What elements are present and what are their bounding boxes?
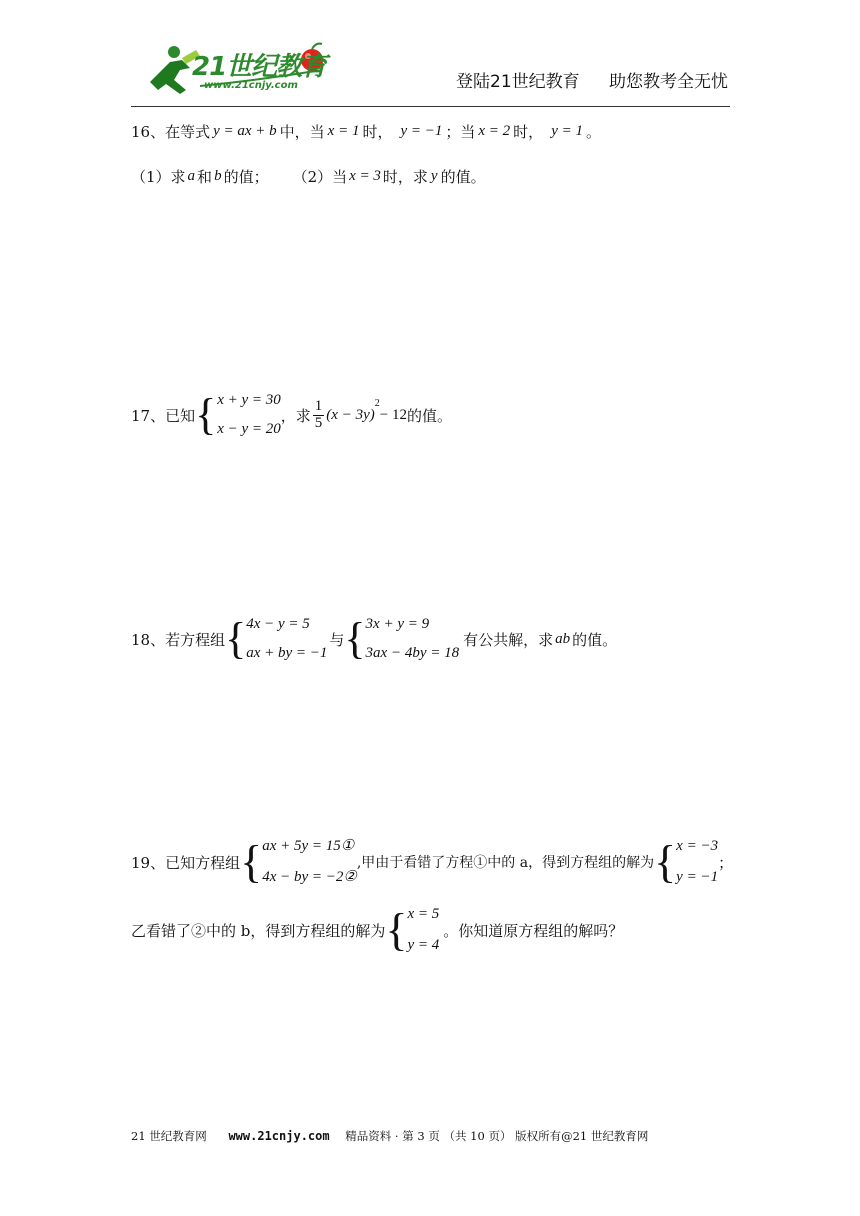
q17-tail: − 12 bbox=[379, 406, 407, 423]
q18-end-2: 的值。 bbox=[572, 630, 618, 649]
footer-url[interactable]: www.21cnjy.com bbox=[228, 1129, 330, 1143]
q16-end: 。 bbox=[585, 123, 601, 141]
question-16-parts bbox=[131, 166, 486, 187]
q19-solution-2-x: x = 5 bbox=[407, 906, 440, 922]
q17-prefix: 17、已知 bbox=[131, 406, 196, 425]
q18-ab: ab bbox=[555, 630, 571, 647]
q18-end-1: 有公共解，求 bbox=[463, 630, 554, 649]
q17-exponent: 2 bbox=[374, 398, 380, 409]
q19-solution-2-brace: { bbox=[385, 904, 408, 955]
q18-prefix: 18、若方程组 bbox=[131, 630, 226, 649]
q19-mid: ,甲由于看错了方程①中的 a，得到方程组的解为 bbox=[356, 855, 655, 871]
q16-part1-c: 和 bbox=[197, 168, 213, 186]
q18-mid: 与 bbox=[329, 630, 345, 649]
q16-part2-e: 的值。 bbox=[440, 168, 486, 186]
logo bbox=[140, 40, 330, 102]
q18-system-1-eq-2: ax + by = −1 bbox=[246, 645, 328, 661]
q18-system-1-eq-1: 4x − y = 5 bbox=[246, 616, 310, 632]
q18-system-2-eq-1: 3x + y = 9 bbox=[365, 616, 430, 632]
q16-cond-2: y = −1 bbox=[400, 123, 443, 139]
q16-part1-e: 的值； bbox=[223, 168, 269, 186]
q19-brace: { bbox=[240, 836, 263, 887]
q19-solution-1 bbox=[654, 836, 719, 887]
footer bbox=[131, 1128, 648, 1144]
q16-part1-a: （1）求 bbox=[131, 168, 186, 186]
q18-brace-1: { bbox=[225, 614, 247, 663]
q16-prefix: 16、在等式 bbox=[131, 123, 211, 141]
q17-eq-2: x − y = 20 bbox=[217, 421, 281, 437]
q19-line2-a: 乙看错了②中的 b，得到方程组的解为 bbox=[131, 921, 386, 940]
q18-system-2 bbox=[344, 614, 460, 663]
q19-solution-1-brace: { bbox=[654, 836, 677, 887]
q19-eq-1: ax + 5y = 15① bbox=[262, 838, 355, 854]
q19-system bbox=[240, 836, 357, 887]
q16-equation: y = ax + b bbox=[213, 123, 277, 139]
logo-url: www.21cnjy.com bbox=[204, 80, 298, 91]
q19-semicolon: ； bbox=[718, 853, 734, 872]
header-divider bbox=[131, 106, 730, 107]
q19-solution-1-y: y = −1 bbox=[676, 869, 719, 885]
q19-eq-2: 4x − by = −2② bbox=[262, 869, 357, 885]
header-slogan-2: 助您教考全无忧 bbox=[609, 72, 728, 92]
q17-expression: (x − 3y) bbox=[326, 406, 375, 423]
q16-part2-cond: x = 3 bbox=[349, 168, 381, 184]
q19-solution-2-y: y = 4 bbox=[407, 937, 440, 953]
q18-system-2-eq-2: 3ax − 4by = 18 bbox=[365, 645, 460, 661]
header-slogan-1: 登陆21世纪教育 bbox=[456, 72, 580, 92]
q17-mid: ，求 bbox=[280, 406, 311, 425]
q19-line2-b: 。你知道原方程组的解吗？ bbox=[443, 921, 624, 940]
q18-brace-2: { bbox=[344, 614, 366, 663]
q16-part2-var-y: y bbox=[430, 168, 438, 184]
q16-cond-4: y = 1 bbox=[551, 123, 583, 139]
logo-text: 21世纪教育 bbox=[192, 52, 327, 82]
q17-system bbox=[195, 390, 281, 439]
q18-system-1 bbox=[225, 614, 328, 663]
q16-mid: 中，当 bbox=[279, 123, 325, 141]
q19-solution-1-x: x = −3 bbox=[676, 838, 719, 854]
q17-eq-1: x + y = 30 bbox=[217, 392, 281, 408]
question-19-line-1 bbox=[131, 836, 734, 888]
question-17-line bbox=[131, 390, 452, 440]
q16-cond-3: x = 2 bbox=[478, 123, 511, 139]
q16-text-2: ；当 bbox=[445, 123, 476, 141]
q16-part1-var-b: b bbox=[214, 168, 222, 184]
q16-text-1: 时， bbox=[362, 123, 393, 141]
footer-left: 21 世纪教育网 bbox=[131, 1129, 207, 1143]
q17-fraction bbox=[313, 399, 325, 432]
question-16-line bbox=[131, 121, 601, 142]
q17-end: 的值。 bbox=[406, 406, 452, 425]
q16-part2-c: 时，求 bbox=[382, 168, 428, 186]
q17-fraction-numerator: 1 bbox=[314, 397, 323, 414]
question-19-line-2 bbox=[131, 904, 623, 956]
q16-text-3: 时， bbox=[513, 123, 544, 141]
q17-brace: { bbox=[195, 390, 217, 439]
q16-part1-var-a: a bbox=[187, 168, 196, 184]
q16-cond-1: x = 1 bbox=[327, 123, 360, 139]
q16-part2-a: （2）当 bbox=[292, 168, 348, 186]
question-18-line bbox=[131, 614, 617, 664]
q19-prefix: 19、已知方程组 bbox=[131, 853, 241, 872]
q19-solution-2 bbox=[385, 904, 440, 955]
q17-fraction-denominator: 5 bbox=[314, 414, 323, 431]
footer-middle: 精品资料 · 第 3 页 （共 10 页） 版权所有@21 世纪教育网 bbox=[345, 1129, 649, 1143]
